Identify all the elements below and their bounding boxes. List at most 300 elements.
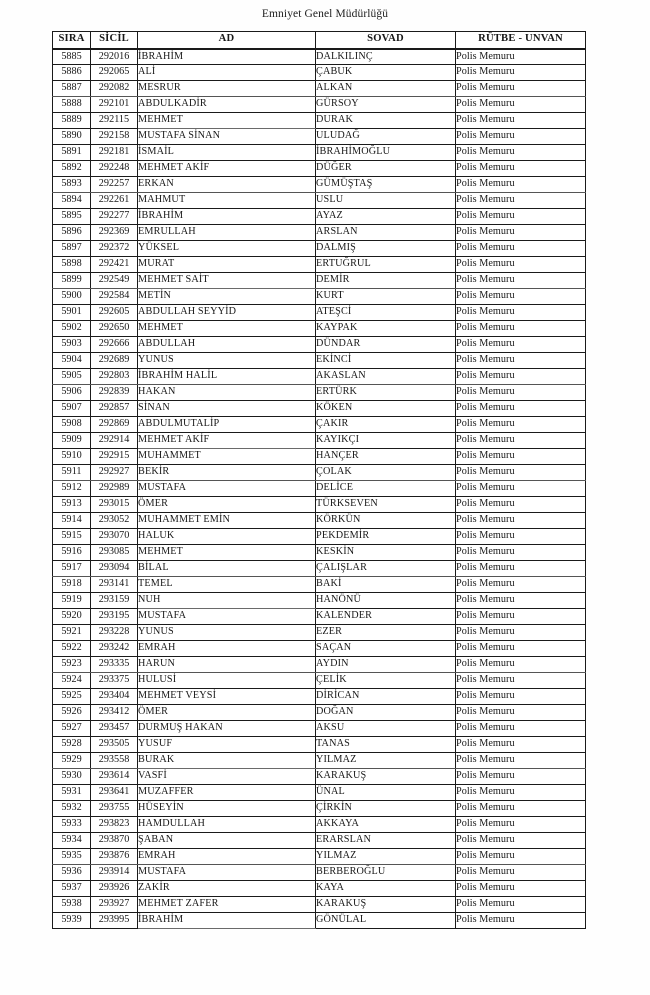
cell-sicil: 293505 <box>91 737 138 753</box>
cell-ad: EMRAH <box>138 849 316 865</box>
cell-rutbe: Polis Memuru <box>456 433 586 449</box>
cell-rutbe: Polis Memuru <box>456 753 586 769</box>
cell-rutbe: Polis Memuru <box>456 305 586 321</box>
cell-soyad: SAÇAN <box>316 641 456 657</box>
cell-sicil: 293242 <box>91 641 138 657</box>
cell-sicil: 292914 <box>91 433 138 449</box>
cell-sicil: 293412 <box>91 705 138 721</box>
cell-sicil: 292065 <box>91 65 138 81</box>
cell-ad: ZAKİR <box>138 881 316 897</box>
table-row <box>53 369 586 385</box>
cell-soyad: DÜĞER <box>316 161 456 177</box>
cell-sicil: 292549 <box>91 273 138 289</box>
cell-soyad: DURAK <box>316 113 456 129</box>
cell-sicil: 293870 <box>91 833 138 849</box>
table-row <box>53 593 586 609</box>
cell-sira: 5903 <box>53 337 91 353</box>
cell-ad: HAMDULLAH <box>138 817 316 833</box>
cell-rutbe: Polis Memuru <box>456 177 586 193</box>
cell-rutbe: Polis Memuru <box>456 513 586 529</box>
cell-soyad: YILMAZ <box>316 849 456 865</box>
cell-soyad: KAYIKÇI <box>316 433 456 449</box>
personnel-roster-table <box>52 31 586 929</box>
cell-sira: 5923 <box>53 657 91 673</box>
cell-soyad: BERBEROĞLU <box>316 865 456 881</box>
cell-sicil: 292115 <box>91 113 138 129</box>
cell-sicil: 293070 <box>91 529 138 545</box>
cell-soyad: ARSLAN <box>316 225 456 241</box>
cell-ad: MUZAFFER <box>138 785 316 801</box>
cell-rutbe: Polis Memuru <box>456 49 586 65</box>
table-header-row <box>53 32 586 49</box>
cell-ad: YUNUS <box>138 353 316 369</box>
cell-sira: 5934 <box>53 833 91 849</box>
cell-ad: YUNUS <box>138 625 316 641</box>
cell-ad: SİNAN <box>138 401 316 417</box>
cell-soyad: DELİCE <box>316 481 456 497</box>
cell-soyad: ERARSLAN <box>316 833 456 849</box>
cell-ad: MUSTAFA SİNAN <box>138 129 316 145</box>
cell-soyad: ÇALIŞLAR <box>316 561 456 577</box>
table-row <box>53 673 586 689</box>
cell-sira: 5921 <box>53 625 91 641</box>
cell-ad: MUHAMMET EMİN <box>138 513 316 529</box>
column-header-sicil: SİCİL <box>91 32 138 49</box>
cell-ad: MUHAMMET <box>138 449 316 465</box>
cell-soyad: TANAS <box>316 737 456 753</box>
cell-rutbe: Polis Memuru <box>456 737 586 753</box>
cell-rutbe: Polis Memuru <box>456 769 586 785</box>
cell-rutbe: Polis Memuru <box>456 785 586 801</box>
cell-sicil: 292869 <box>91 417 138 433</box>
cell-soyad: DEMİR <box>316 273 456 289</box>
cell-rutbe: Polis Memuru <box>456 369 586 385</box>
cell-sicil: 292101 <box>91 97 138 113</box>
cell-sira: 5904 <box>53 353 91 369</box>
table-row <box>53 129 586 145</box>
cell-soyad: AYAZ <box>316 209 456 225</box>
cell-ad: MEHMET ZAFER <box>138 897 316 913</box>
cell-sicil: 292666 <box>91 337 138 353</box>
table-row <box>53 225 586 241</box>
cell-soyad: GÖNÜLAL <box>316 913 456 929</box>
cell-ad: HÜSEYİN <box>138 801 316 817</box>
cell-rutbe: Polis Memuru <box>456 449 586 465</box>
cell-sicil: 292989 <box>91 481 138 497</box>
cell-sira: 5912 <box>53 481 91 497</box>
cell-rutbe: Polis Memuru <box>456 897 586 913</box>
cell-sira: 5915 <box>53 529 91 545</box>
cell-soyad: GÜMÜŞTAŞ <box>316 177 456 193</box>
cell-soyad: USLU <box>316 193 456 209</box>
cell-rutbe: Polis Memuru <box>456 465 586 481</box>
cell-rutbe: Polis Memuru <box>456 673 586 689</box>
cell-sira: 5909 <box>53 433 91 449</box>
cell-ad: NUH <box>138 593 316 609</box>
cell-sicil: 292915 <box>91 449 138 465</box>
table-row <box>53 849 586 865</box>
cell-rutbe: Polis Memuru <box>456 321 586 337</box>
table-row <box>53 577 586 593</box>
cell-soyad: BAKİ <box>316 577 456 593</box>
cell-sicil: 293641 <box>91 785 138 801</box>
table-row <box>53 513 586 529</box>
cell-sira: 5895 <box>53 209 91 225</box>
cell-rutbe: Polis Memuru <box>456 225 586 241</box>
cell-rutbe: Polis Memuru <box>456 657 586 673</box>
cell-rutbe: Polis Memuru <box>456 97 586 113</box>
cell-sira: 5902 <box>53 321 91 337</box>
cell-soyad: ÜNAL <box>316 785 456 801</box>
cell-rutbe: Polis Memuru <box>456 353 586 369</box>
cell-ad: EMRULLAH <box>138 225 316 241</box>
table-row <box>53 721 586 737</box>
cell-ad: MEHMET <box>138 545 316 561</box>
cell-rutbe: Polis Memuru <box>456 577 586 593</box>
cell-soyad: ÇABUK <box>316 65 456 81</box>
cell-soyad: TÜRKSEVEN <box>316 497 456 513</box>
roster-table-container <box>52 31 585 929</box>
cell-sicil: 292605 <box>91 305 138 321</box>
cell-ad: İSMAİL <box>138 145 316 161</box>
cell-sira: 5937 <box>53 881 91 897</box>
cell-sicil: 293558 <box>91 753 138 769</box>
cell-rutbe: Polis Memuru <box>456 561 586 577</box>
cell-sicil: 293094 <box>91 561 138 577</box>
table-row <box>53 625 586 641</box>
cell-sicil: 292803 <box>91 369 138 385</box>
cell-rutbe: Polis Memuru <box>456 833 586 849</box>
cell-sira: 5939 <box>53 913 91 929</box>
cell-sicil: 293335 <box>91 657 138 673</box>
cell-sicil: 292181 <box>91 145 138 161</box>
cell-sira: 5894 <box>53 193 91 209</box>
cell-rutbe: Polis Memuru <box>456 721 586 737</box>
cell-rutbe: Polis Memuru <box>456 593 586 609</box>
table-row <box>53 321 586 337</box>
cell-soyad: KAYPAK <box>316 321 456 337</box>
cell-soyad: ÇOLAK <box>316 465 456 481</box>
cell-ad: ABDULMUTALİP <box>138 417 316 433</box>
cell-ad: İBRAHİM <box>138 209 316 225</box>
table-row <box>53 881 586 897</box>
cell-soyad: İBRAHİMOĞLU <box>316 145 456 161</box>
table-row <box>53 273 586 289</box>
table-row <box>53 209 586 225</box>
cell-sicil: 293404 <box>91 689 138 705</box>
cell-ad: HULUSİ <box>138 673 316 689</box>
table-row <box>53 433 586 449</box>
cell-rutbe: Polis Memuru <box>456 257 586 273</box>
cell-rutbe: Polis Memuru <box>456 145 586 161</box>
cell-sira: 5938 <box>53 897 91 913</box>
cell-ad: MEHMET <box>138 113 316 129</box>
cell-rutbe: Polis Memuru <box>456 209 586 225</box>
column-header-rutbe: RÜTBE - UNVAN <box>456 32 586 49</box>
table-row <box>53 737 586 753</box>
cell-sicil: 293141 <box>91 577 138 593</box>
cell-soyad: KESKİN <box>316 545 456 561</box>
cell-rutbe: Polis Memuru <box>456 193 586 209</box>
cell-ad: BURAK <box>138 753 316 769</box>
cell-rutbe: Polis Memuru <box>456 385 586 401</box>
cell-sira: 5887 <box>53 81 91 97</box>
cell-sira: 5890 <box>53 129 91 145</box>
cell-sira: 5908 <box>53 417 91 433</box>
cell-sira: 5936 <box>53 865 91 881</box>
cell-ad: ÖMER <box>138 497 316 513</box>
table-row <box>53 561 586 577</box>
cell-rutbe: Polis Memuru <box>456 65 586 81</box>
cell-ad: MEHMET AKİF <box>138 433 316 449</box>
table-row <box>53 609 586 625</box>
cell-soyad: DALMIŞ <box>316 241 456 257</box>
cell-sira: 5896 <box>53 225 91 241</box>
table-row <box>53 161 586 177</box>
cell-sira: 5918 <box>53 577 91 593</box>
cell-ad: HALUK <box>138 529 316 545</box>
cell-sira: 5893 <box>53 177 91 193</box>
cell-sira: 5892 <box>53 161 91 177</box>
cell-rutbe: Polis Memuru <box>456 113 586 129</box>
cell-rutbe: Polis Memuru <box>456 689 586 705</box>
cell-rutbe: Polis Memuru <box>456 337 586 353</box>
cell-sicil: 292261 <box>91 193 138 209</box>
cell-soyad: AKKAYA <box>316 817 456 833</box>
table-row <box>53 337 586 353</box>
cell-sicil: 293995 <box>91 913 138 929</box>
table-row <box>53 865 586 881</box>
cell-rutbe: Polis Memuru <box>456 817 586 833</box>
cell-rutbe: Polis Memuru <box>456 641 586 657</box>
cell-sicil: 292689 <box>91 353 138 369</box>
cell-ad: TEMEL <box>138 577 316 593</box>
table-row <box>53 481 586 497</box>
table-row <box>53 305 586 321</box>
cell-rutbe: Polis Memuru <box>456 481 586 497</box>
cell-rutbe: Polis Memuru <box>456 401 586 417</box>
table-row <box>53 353 586 369</box>
cell-sicil: 292650 <box>91 321 138 337</box>
cell-rutbe: Polis Memuru <box>456 417 586 433</box>
cell-rutbe: Polis Memuru <box>456 81 586 97</box>
table-row <box>53 257 586 273</box>
cell-rutbe: Polis Memuru <box>456 625 586 641</box>
cell-rutbe: Polis Memuru <box>456 705 586 721</box>
table-row <box>53 785 586 801</box>
cell-ad: METİN <box>138 289 316 305</box>
cell-rutbe: Polis Memuru <box>456 241 586 257</box>
table-row <box>53 97 586 113</box>
cell-ad: ŞABAN <box>138 833 316 849</box>
cell-sira: 5899 <box>53 273 91 289</box>
cell-ad: MEHMET VEYSİ <box>138 689 316 705</box>
cell-ad: MESRUR <box>138 81 316 97</box>
table-row <box>53 65 586 81</box>
table-row <box>53 641 586 657</box>
table-header <box>53 32 586 49</box>
cell-soyad: EKİNCİ <box>316 353 456 369</box>
table-row <box>53 401 586 417</box>
page-title: Emniyet Genel Müdürlüğü <box>261 8 389 20</box>
cell-sira: 5930 <box>53 769 91 785</box>
table-row <box>53 753 586 769</box>
table-row <box>53 769 586 785</box>
cell-sira: 5907 <box>53 401 91 417</box>
cell-sira: 5922 <box>53 641 91 657</box>
cell-sicil: 292369 <box>91 225 138 241</box>
cell-soyad: GÜRSOY <box>316 97 456 113</box>
table-row <box>53 289 586 305</box>
cell-sicil: 293614 <box>91 769 138 785</box>
cell-soyad: ATEŞCİ <box>316 305 456 321</box>
cell-sira: 5914 <box>53 513 91 529</box>
cell-sicil: 293159 <box>91 593 138 609</box>
cell-soyad: EZER <box>316 625 456 641</box>
cell-sira: 5925 <box>53 689 91 705</box>
cell-sicil: 292277 <box>91 209 138 225</box>
cell-sira: 5933 <box>53 817 91 833</box>
cell-sira: 5901 <box>53 305 91 321</box>
cell-ad: ERKAN <box>138 177 316 193</box>
column-header-sira: SIRA <box>53 32 91 49</box>
cell-sicil: 292421 <box>91 257 138 273</box>
cell-soyad: DİRİCAN <box>316 689 456 705</box>
table-row <box>53 529 586 545</box>
table-row <box>53 113 586 129</box>
table-row <box>53 897 586 913</box>
cell-soyad: HANÖNÜ <box>316 593 456 609</box>
cell-ad: ALİ <box>138 65 316 81</box>
table-row <box>53 817 586 833</box>
cell-sicil: 293823 <box>91 817 138 833</box>
cell-sira: 5929 <box>53 753 91 769</box>
cell-soyad: KÖKEN <box>316 401 456 417</box>
table-row <box>53 833 586 849</box>
table-row <box>53 81 586 97</box>
cell-soyad: AKASLAN <box>316 369 456 385</box>
cell-soyad: KURT <box>316 289 456 305</box>
cell-sira: 5926 <box>53 705 91 721</box>
cell-rutbe: Polis Memuru <box>456 881 586 897</box>
cell-sira: 5911 <box>53 465 91 481</box>
cell-ad: HAKAN <box>138 385 316 401</box>
cell-sicil: 292584 <box>91 289 138 305</box>
cell-rutbe: Polis Memuru <box>456 497 586 513</box>
cell-rutbe: Polis Memuru <box>456 865 586 881</box>
cell-sira: 5889 <box>53 113 91 129</box>
cell-rutbe: Polis Memuru <box>456 273 586 289</box>
table-row <box>53 417 586 433</box>
cell-sicil: 292927 <box>91 465 138 481</box>
cell-sicil: 293228 <box>91 625 138 641</box>
cell-sicil: 293926 <box>91 881 138 897</box>
cell-sira: 5906 <box>53 385 91 401</box>
cell-sira: 5910 <box>53 449 91 465</box>
cell-sira: 5935 <box>53 849 91 865</box>
cell-ad: MAHMUT <box>138 193 316 209</box>
cell-sira: 5924 <box>53 673 91 689</box>
cell-ad: MUSTAFA <box>138 609 316 625</box>
cell-sicil: 293015 <box>91 497 138 513</box>
cell-rutbe: Polis Memuru <box>456 545 586 561</box>
table-row <box>53 689 586 705</box>
cell-sira: 5927 <box>53 721 91 737</box>
cell-ad: MUSTAFA <box>138 481 316 497</box>
cell-sira: 5891 <box>53 145 91 161</box>
cell-rutbe: Polis Memuru <box>456 529 586 545</box>
cell-ad: YUSUF <box>138 737 316 753</box>
cell-soyad: KÖRKÜN <box>316 513 456 529</box>
cell-ad: MEHMET <box>138 321 316 337</box>
cell-sira: 5916 <box>53 545 91 561</box>
cell-sicil: 292257 <box>91 177 138 193</box>
cell-ad: MEHMET AKİF <box>138 161 316 177</box>
cell-soyad: HANÇER <box>316 449 456 465</box>
cell-sira: 5920 <box>53 609 91 625</box>
cell-sira: 5932 <box>53 801 91 817</box>
cell-soyad: ÇELİK <box>316 673 456 689</box>
cell-rutbe: Polis Memuru <box>456 129 586 145</box>
cell-sira: 5898 <box>53 257 91 273</box>
cell-rutbe: Polis Memuru <box>456 609 586 625</box>
table-row <box>53 705 586 721</box>
column-header-soyad: SOVAD <box>316 32 456 49</box>
cell-sicil: 293195 <box>91 609 138 625</box>
table-row <box>53 193 586 209</box>
cell-ad: İBRAHİM <box>138 913 316 929</box>
table-row <box>53 449 586 465</box>
cell-sicil: 293085 <box>91 545 138 561</box>
cell-soyad: KAYA <box>316 881 456 897</box>
cell-ad: YÜKSEL <box>138 241 316 257</box>
cell-soyad: ERTÜRK <box>316 385 456 401</box>
cell-ad: İBRAHİM HALİL <box>138 369 316 385</box>
cell-ad: EMRAH <box>138 641 316 657</box>
cell-ad: VASFİ <box>138 769 316 785</box>
cell-ad: ÖMER <box>138 705 316 721</box>
cell-sicil: 292372 <box>91 241 138 257</box>
cell-ad: ABDULKADİR <box>138 97 316 113</box>
cell-ad: BEKİR <box>138 465 316 481</box>
cell-rutbe: Polis Memuru <box>456 913 586 929</box>
table-row <box>53 801 586 817</box>
cell-rutbe: Polis Memuru <box>456 161 586 177</box>
cell-soyad: AKSU <box>316 721 456 737</box>
table-body <box>53 49 586 929</box>
cell-ad: ABDULLAH <box>138 337 316 353</box>
cell-soyad: ALKAN <box>316 81 456 97</box>
cell-sicil: 292857 <box>91 401 138 417</box>
cell-sicil: 293375 <box>91 673 138 689</box>
cell-rutbe: Polis Memuru <box>456 289 586 305</box>
cell-sicil: 292839 <box>91 385 138 401</box>
table-row <box>53 385 586 401</box>
cell-soyad: YILMAZ <box>316 753 456 769</box>
cell-ad: ABDULLAH SEYYİD <box>138 305 316 321</box>
cell-sicil: 292082 <box>91 81 138 97</box>
cell-sira: 5913 <box>53 497 91 513</box>
cell-ad: MEHMET SAİT <box>138 273 316 289</box>
cell-rutbe: Polis Memuru <box>456 801 586 817</box>
table-row <box>53 465 586 481</box>
column-header-ad: AD <box>138 32 316 49</box>
cell-sira: 5931 <box>53 785 91 801</box>
table-row <box>53 913 586 929</box>
cell-sicil: 293927 <box>91 897 138 913</box>
table-row <box>53 177 586 193</box>
cell-soyad: ÇAKIR <box>316 417 456 433</box>
